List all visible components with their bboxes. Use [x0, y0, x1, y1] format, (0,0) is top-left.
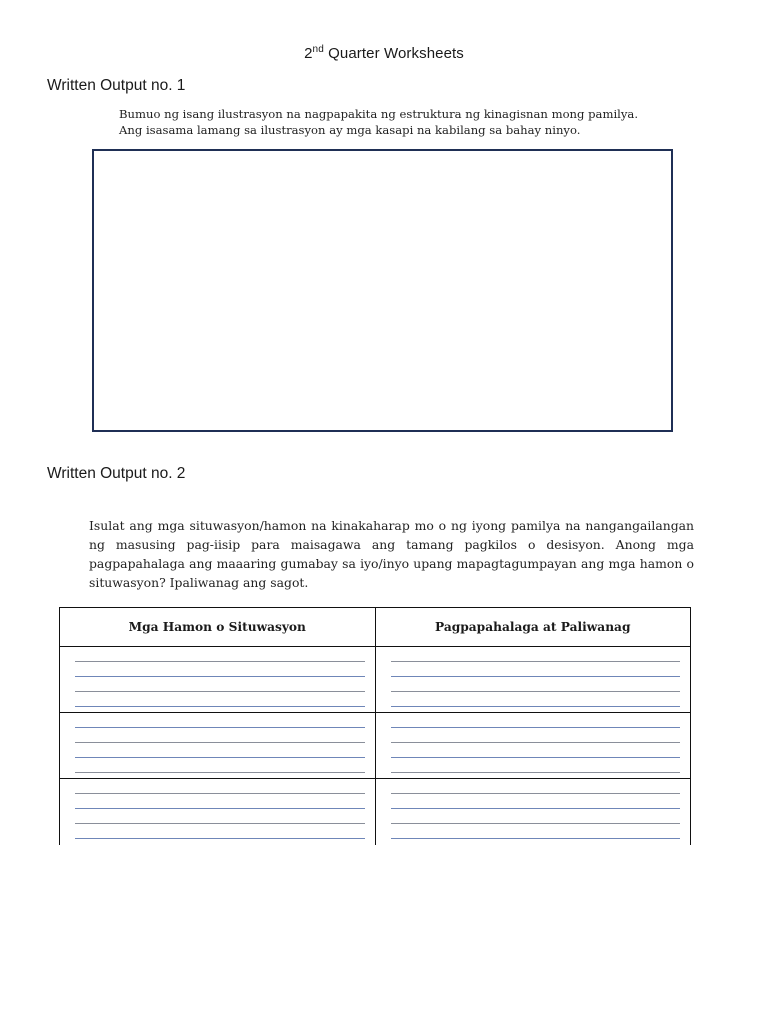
writing-line: [391, 823, 681, 824]
writing-line: [75, 676, 365, 677]
table-row: [60, 713, 690, 779]
section1-instruction-line2: Ang isasama lamang sa ilustrasyon ay mga kasapi na kabilang sa bahay ninyo.: [119, 123, 581, 137]
table-header-row: [60, 608, 690, 647]
section2-instruction: Isulat ang mga situwasyon/hamon na kinakaharap mo o ng iyong pamilya na nangangailangan ng masusing pag-iisip para maisagawa ang tamang pagkilos o desisyon. Anong mga pagpapahalaga ang maaaring gumabay sa iyo/inyo upang mapagtagumpayan ang mga hamon o situwasyon? Ipaliwanag ang sagot.: [89, 518, 694, 590]
answer-table: [59, 607, 691, 845]
answer-cell-value[interactable]: [375, 779, 691, 845]
illustration-drawing-box[interactable]: [92, 149, 673, 432]
writing-line: [391, 661, 681, 662]
writing-line: [75, 793, 365, 794]
writing-line: [75, 808, 365, 809]
writing-line: [391, 742, 681, 743]
writing-line: [75, 742, 365, 743]
writing-line: [75, 823, 365, 824]
writing-line: [75, 706, 365, 707]
answer-cell-value[interactable]: [375, 713, 691, 778]
table-header-challenges: Mga Hamon o Situwasyon: [128, 620, 306, 634]
writing-line: [75, 757, 365, 758]
answer-cell-challenge[interactable]: [60, 713, 375, 778]
writing-line: [75, 772, 365, 773]
writing-line: [391, 676, 681, 677]
table-row: [60, 647, 690, 713]
writing-line: [391, 838, 681, 839]
section1-instructions: [119, 106, 679, 138]
writing-line: [75, 691, 365, 692]
writing-line: [391, 727, 681, 728]
writing-line: [391, 808, 681, 809]
page-title: [0, 44, 768, 62]
writing-line: [75, 661, 365, 662]
writing-line: [391, 757, 681, 758]
section1-instruction-line1: Bumuo ng isang ilustrasyon na nagpapakita ng estruktura ng kinagisnan mong pamilya.: [119, 107, 639, 121]
section2-heading: Written Output no. 2: [47, 465, 186, 482]
title-rest: Quarter Worksheets: [328, 45, 464, 62]
answer-cell-value[interactable]: [375, 647, 691, 712]
title-ordinal-number: 2: [304, 45, 313, 62]
writing-line: [75, 727, 365, 728]
answer-cell-challenge[interactable]: [60, 647, 375, 712]
table-body: [60, 647, 690, 845]
writing-line: [391, 706, 681, 707]
table-header-values: Pagpapahalaga at Paliwanag: [375, 608, 691, 646]
answer-cell-challenge[interactable]: [60, 779, 375, 845]
writing-line: [391, 772, 681, 773]
table-row: [60, 779, 690, 845]
writing-line: [391, 793, 681, 794]
writing-line: [75, 838, 365, 839]
section1-heading: Written Output no. 1: [47, 77, 186, 94]
writing-line: [391, 691, 681, 692]
title-ordinal-suffix: nd: [312, 44, 324, 55]
